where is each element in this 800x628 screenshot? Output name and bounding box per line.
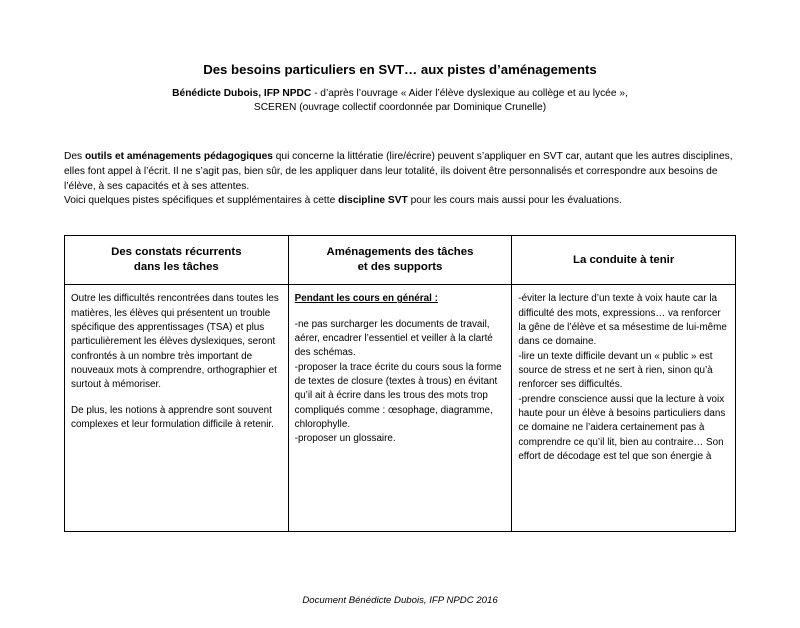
document-footer: Document Bénédicte Dubois, IFP NPDC 2016 (302, 595, 498, 606)
table-header-constats (65, 236, 289, 285)
amenagements-item-2: -proposer la trace écrite du cours sous la forme de textes de closure (textes à trous) en évitant qu’il ait à écrire dans les trous des mots trop compliqués comme : œsophage, diagramme, chlorophylle. (294, 361, 502, 431)
subtitle-line-1 (64, 87, 736, 102)
amenagements-heading: Pendant les cours en général : (294, 293, 438, 305)
recommendations-table (64, 235, 736, 532)
document-page (0, 62, 800, 628)
intro-paragraph-2 (64, 194, 736, 209)
intro-p2-part-a: Voici quelques pistes spécifiques et supplémentaires à cette (64, 195, 339, 207)
intro-p2-part-c: pour les cours mais aussi pour les évaluations. (407, 195, 622, 207)
intro-paragraph-1 (64, 150, 736, 194)
heading-spacer (295, 307, 506, 318)
intro-p1-part-c: qui concerne la littératie (lire/écrire) peuvent s’appliquer en SVT car, autant que les autres disciplines, elles font appel à l’écrit. Il ne s’agit pas, bien sûr, de les appliquer dans leur totalité, ils doivent être personnalisés et correspondre aux besoins de l’élève, à ses capacités et à ses attentes. (64, 151, 733, 192)
conduite-item-1: -éviter la lecture d’un texte à voix haute car la difficulté des mots, expressions… va renforcer la gêne de l’élève et sa mésestime de lui-même dans ce domaine. (518, 293, 727, 348)
intro-text (64, 150, 736, 209)
page-title: Des besoins particuliers en SVT… aux pistes d’aménagements (203, 62, 597, 77)
cell-conduite (512, 285, 736, 532)
constats-paragraph-1: Outre les difficultés rencontrées dans toutes les matières, les élèves qui présentent un trouble spécifique des apprentissages (TSA) et plus particulièrement les élèves dyslexiques, seront confrontés à un nombre très important de nouveaux mots à comprendre, orthographier et surtout à mémoriser. (71, 293, 279, 391)
header-amenagements-line-2: et des supports (357, 261, 443, 274)
source-reference: - d’après l’ouvrage « Aider l’élève dyslexique au collège et au lycée », (311, 87, 628, 99)
intro-p1-bold: outils et aménagements pédagogiques (84, 151, 273, 163)
document-subtitle (64, 87, 736, 117)
paragraph-spacer (71, 393, 282, 404)
header-conduite-line-1: La conduite à tenir (573, 253, 675, 266)
table-header-amenagements (288, 236, 512, 285)
cell-amenagements (288, 285, 512, 532)
intro-p2-bold: discipline SVT (338, 195, 408, 207)
conduite-item-3: -prendre conscience aussi que la lecture à voix haute pour un élève à besoins particuliers dans ce domaine ne l’aidera certainement pas à comprendre ce qu’il lit, bien au contraire… Son effort de décodage est tel que son énergie à (518, 393, 726, 463)
header-constats-line-2: dans les tâches (133, 261, 219, 274)
header-constats-line-1: Des constats récurrents (111, 246, 242, 259)
subtitle-line-2: SCEREN (ouvrage collectif coordonnée par Dominique Crunelle) (253, 102, 547, 114)
table-header-row (65, 236, 736, 285)
constats-paragraph-2: De plus, les notions à apprendre sont souvent complexes et leur formulation difficile à retenir. (71, 404, 274, 431)
intro-p1-part-a: Des (64, 151, 85, 163)
amenagements-item-1: -ne pas surcharger les documents de travail, aérer, encadrer l’essentiel et veiller à la clarté des schémas. (294, 318, 493, 359)
author-name: Bénédicte Dubois, IFP NPDC (172, 87, 312, 99)
table-header-conduite (512, 236, 736, 285)
table-row (65, 285, 736, 532)
conduite-item-2: -lire un texte difficile devant un « public » est source de stress et ne sert à rien, sinon qu’à renforcer ses difficultés. (518, 350, 713, 391)
amenagements-item-3: -proposer un glossaire. (294, 433, 396, 445)
table-body (65, 285, 736, 532)
cell-constats (65, 285, 289, 532)
header-amenagements-line-1: Aménagements des tâches (326, 246, 474, 259)
